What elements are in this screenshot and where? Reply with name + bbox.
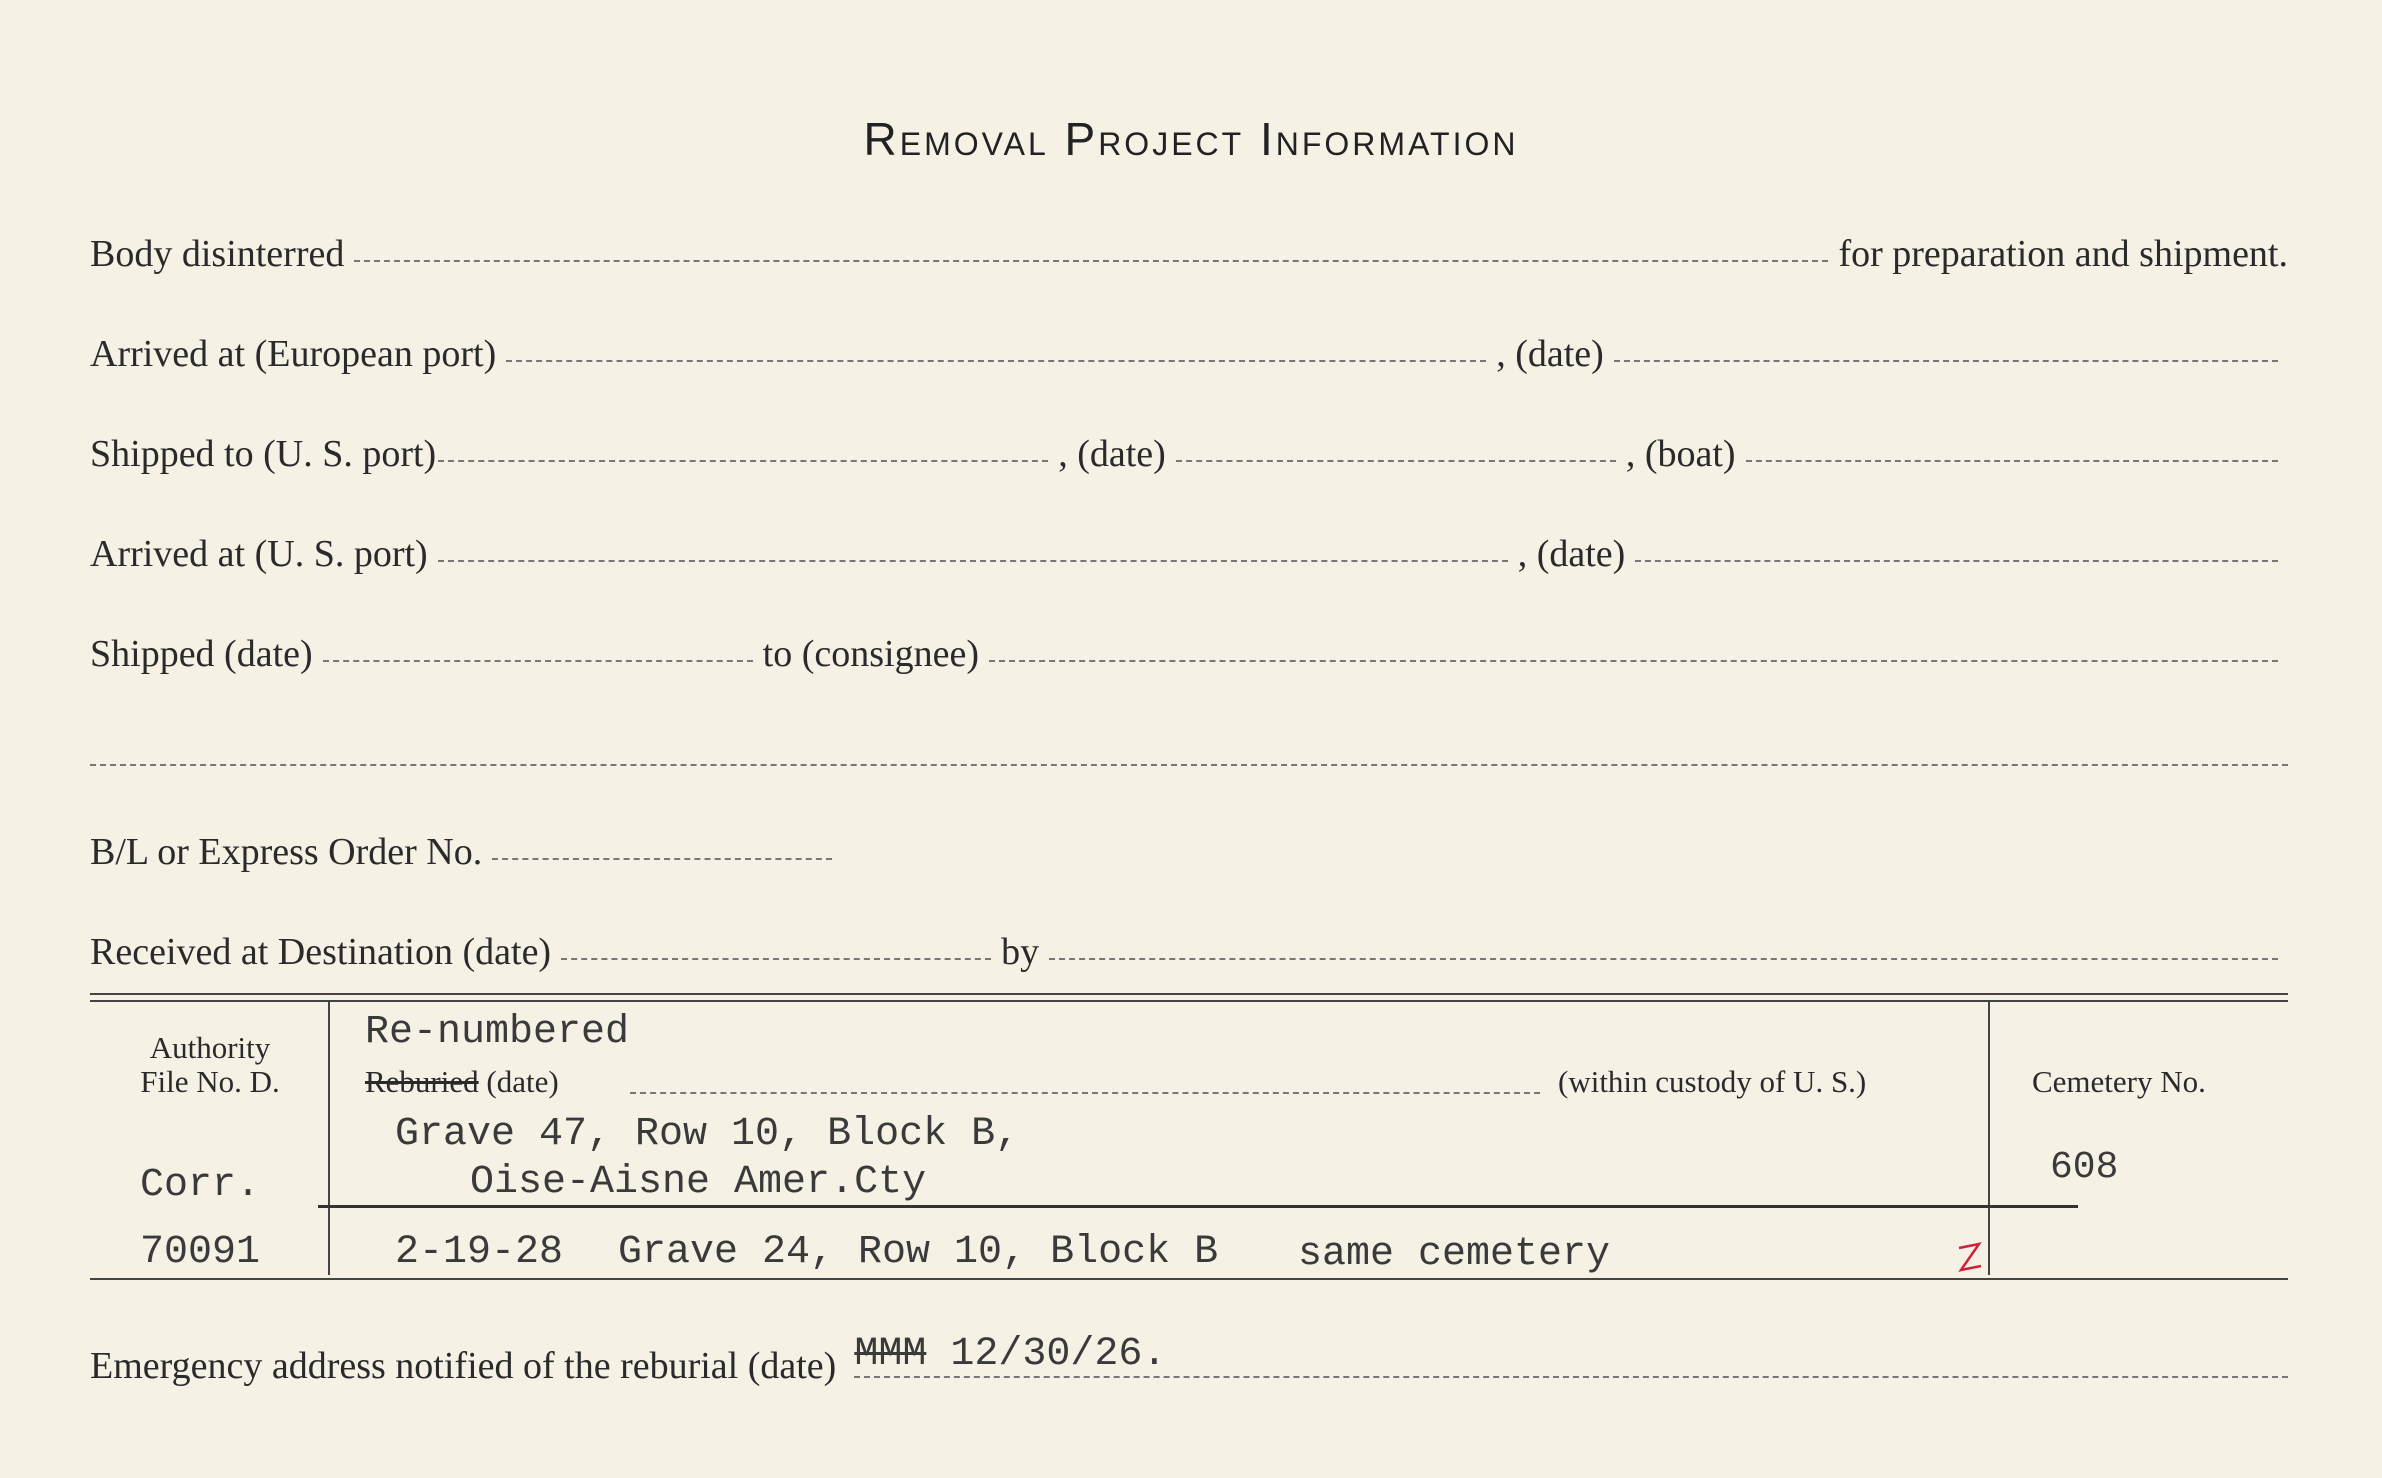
row-body-disinterred xyxy=(90,232,2288,276)
row-arrived-us xyxy=(90,532,2288,576)
table-top-rule-2 xyxy=(90,1000,2288,1002)
date-label: , (date) xyxy=(1496,333,1604,375)
renumbered-text: Re-numbered xyxy=(365,1010,630,1055)
second-entry-note: same cemetery xyxy=(1298,1232,1611,1277)
by-label: by xyxy=(1001,931,1040,973)
table-bottom-rule xyxy=(90,1278,2288,1280)
reburied-struck: Reburied xyxy=(365,1064,479,1099)
arrived-us-port-field[interactable] xyxy=(438,560,1508,562)
file-no-value: 70091 xyxy=(140,1230,261,1275)
shipped-date-input[interactable] xyxy=(323,660,753,662)
row-shipped-us xyxy=(90,432,2288,476)
card-title: Removal Project Information xyxy=(863,113,1519,165)
row-received xyxy=(90,930,2288,974)
check-mark-icon xyxy=(1955,1240,1985,1274)
second-entry-grave: Grave 24, Row 10, Block B xyxy=(618,1230,1219,1275)
emergency-date-field[interactable] xyxy=(854,1330,2288,1378)
table-divider-right xyxy=(1988,1000,1990,1275)
received-date-field[interactable] xyxy=(561,958,991,960)
consignee-field[interactable] xyxy=(989,660,2278,662)
bl-order-label: B/L or Express Order No. xyxy=(90,831,483,873)
row-shipped-consignee xyxy=(90,632,2288,676)
body-disinterred-label: Body disinterred xyxy=(90,233,345,275)
cemetery-no-value: 608 xyxy=(2050,1146,2119,1189)
shipped-us-label: Shipped to (U. S. port) xyxy=(90,433,437,475)
reburied-date-field[interactable] xyxy=(630,1092,1540,1094)
row-emergency xyxy=(90,1330,2288,1388)
us-port-field[interactable] xyxy=(438,460,1048,462)
received-label: Received at Destination (date) xyxy=(90,931,552,973)
custody-label: (within custody of U. S.) xyxy=(1558,1064,1867,1099)
blank-line[interactable] xyxy=(90,764,2288,766)
shipped-date-label: Shipped (date) xyxy=(90,633,313,675)
consignee-label: to (consignee) xyxy=(762,633,979,675)
file-no-label: File No. D. xyxy=(140,1064,280,1099)
boat-label: , (boat) xyxy=(1625,433,1736,475)
emergency-label: Emergency address notified of the reburial (date) xyxy=(90,1345,837,1387)
shipped-date-field[interactable] xyxy=(1176,460,1616,462)
date-label: , (date) xyxy=(1517,533,1626,575)
arrived-european-label: Arrived at (European port) xyxy=(90,333,497,375)
typed-underline xyxy=(318,1205,2078,1208)
preparation-label: for preparation and shipment. xyxy=(1838,233,2288,275)
row-arrived-european xyxy=(90,332,2288,376)
row-bl-order xyxy=(90,830,2288,874)
grave-line-1: Grave 47, Row 10, Block B, xyxy=(395,1112,1020,1157)
european-date-field[interactable] xyxy=(1614,360,2278,362)
date-label: , (date) xyxy=(1058,433,1166,475)
arrived-us-label: Arrived at (U. S. port) xyxy=(90,533,428,575)
reburied-date-word: (date) xyxy=(486,1064,559,1099)
second-entry-date: 2-19-28 xyxy=(395,1230,564,1275)
grave-line-2: Oise-Aisne Amer.Cty xyxy=(470,1160,927,1205)
corr-label: Corr. xyxy=(140,1163,261,1208)
arrived-us-date-field[interactable] xyxy=(1635,560,2278,562)
authority-label: Authority xyxy=(149,1030,271,1065)
table-top-rule xyxy=(90,993,2288,995)
reburied-date-label xyxy=(365,1064,559,1100)
european-port-field[interactable] xyxy=(506,360,1486,362)
received-by-field[interactable] xyxy=(1049,958,2278,960)
bl-order-field[interactable] xyxy=(492,858,832,860)
cemetery-no-label: Cemetery No. xyxy=(2032,1064,2206,1099)
emergency-struck: MMM xyxy=(854,1332,927,1377)
boat-field[interactable] xyxy=(1746,460,2278,462)
emergency-value: 12/30/26. xyxy=(950,1332,1167,1377)
body-disinterred-field[interactable] xyxy=(354,260,1828,262)
